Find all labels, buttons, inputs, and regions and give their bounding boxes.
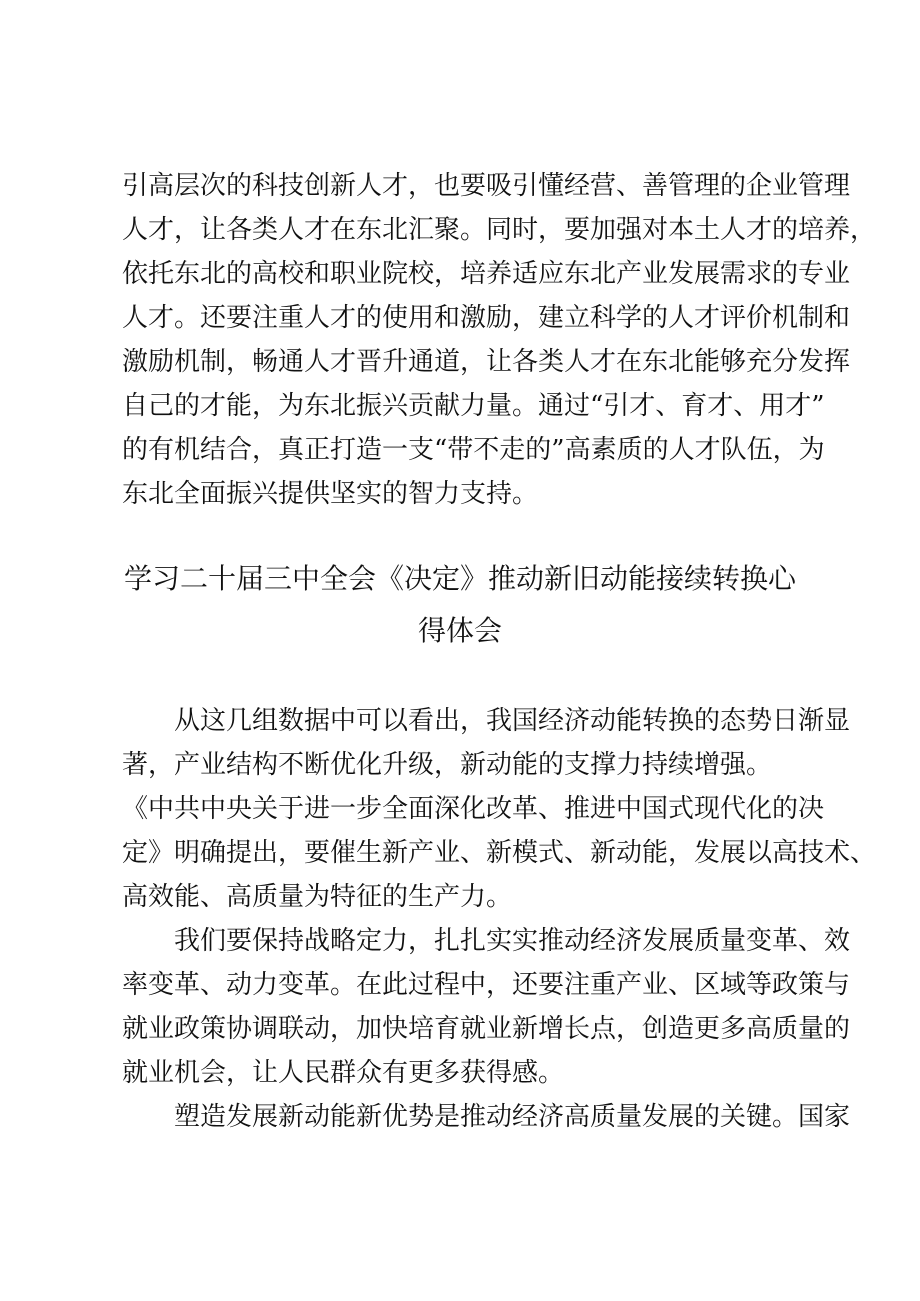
text-line: 激励机制，畅通人才晋升通道，让各类人才在东北能够充分发挥 bbox=[122, 347, 851, 377]
text-line: 《中共中央关于进一步全面深化改革、推进中国式现代化的决 bbox=[122, 794, 825, 824]
text-line: 就业政策协调联动，加快培育就业新增长点，创造更多高质量的 bbox=[122, 1014, 851, 1044]
text-line: 塑造发展新动能新优势是推动经济高质量发展的关键。国家 bbox=[174, 1102, 851, 1132]
text-line: 的有机结合，真正打造一支“带不走的”高素质的人才队伍，为 bbox=[122, 435, 825, 465]
text-line: 高效能、高质量为特征的生产力。 bbox=[122, 882, 513, 912]
text-line: 依托东北的高校和职业院校，培养适应东北产业发展需求的专业 bbox=[122, 259, 851, 289]
text-line: 引高层次的科技创新人才，也要吸引懂经营、善管理的企业管理 bbox=[122, 171, 851, 201]
text-line: 东北全面振兴提供坚实的智力支持。 bbox=[122, 479, 539, 509]
text-line: 人才，让各类人才在东北汇聚。同时，要加强对本土人才的培养， bbox=[122, 215, 877, 245]
text-line: 自己的才能，为东北振兴贡献力量。通过“引才、育才、用才” bbox=[122, 391, 825, 421]
title-line: 得体会 bbox=[417, 614, 502, 647]
text-line: 从这几组数据中可以看出，我国经济动能转换的态势日渐显 bbox=[174, 706, 851, 736]
text-line: 人才。还要注重人才的使用和激励，建立科学的人才评价机制和 bbox=[122, 303, 851, 333]
text-line: 定》明确提出，要催生新产业、新模式、新动能，发展以高技术、 bbox=[122, 838, 877, 868]
text-line: 就业机会，让人民群众有更多获得感。 bbox=[122, 1058, 565, 1088]
text-line: 我们要保持战略定力，扎扎实实推动经济发展质量变革、效 bbox=[174, 926, 851, 956]
text-line: 著，产业结构不断优化升级，新动能的支撑力持续增强。 bbox=[122, 750, 773, 780]
text-line: 率变革、动力变革。在此过程中，还要注重产业、区域等政策与 bbox=[122, 970, 851, 1000]
title-line: 学习二十届三中全会《决定》推动新旧动能接续转换心 bbox=[123, 562, 796, 595]
